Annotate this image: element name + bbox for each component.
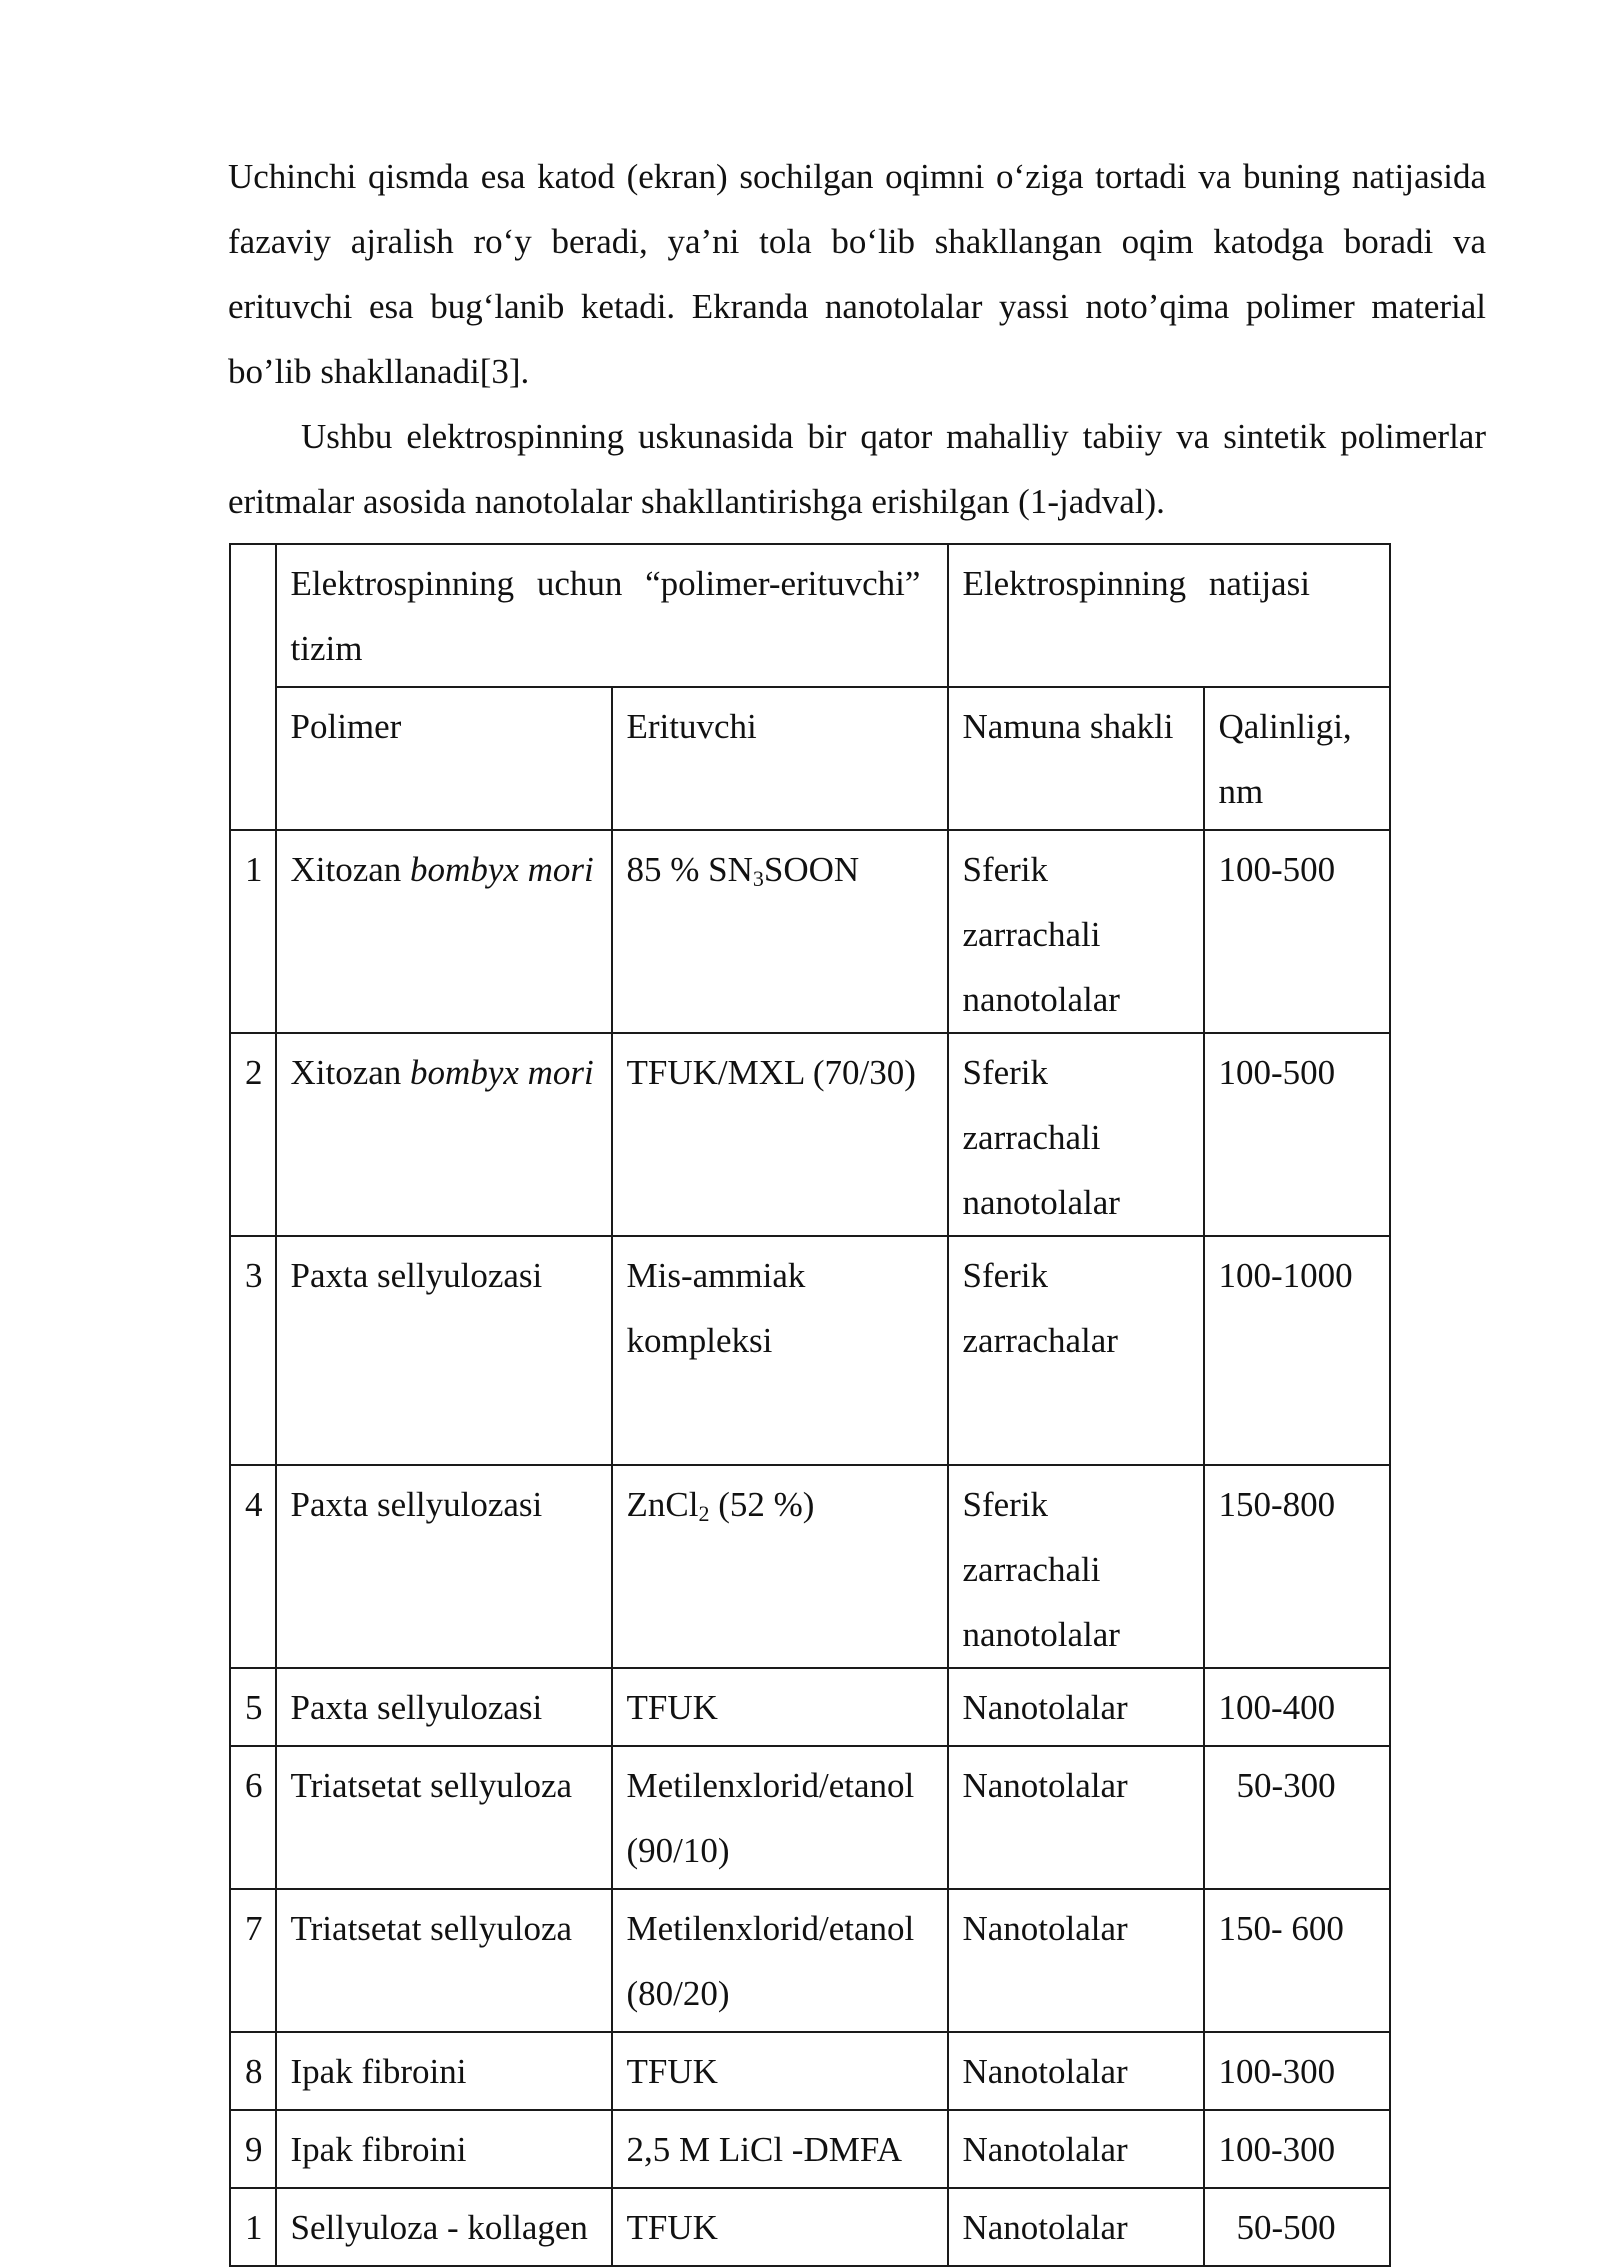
thickness-cell: 100-500	[1204, 830, 1390, 1033]
row-number: 1	[230, 2188, 276, 2266]
thickness-cell: 100-1000	[1204, 1236, 1390, 1465]
solvent-cell: ZnCl$_2$ (52 %)	[612, 1465, 948, 1668]
shape-cell: Nanotolalar	[948, 2110, 1204, 2188]
table-row	[230, 1889, 1390, 2032]
solvent-cell: 85 % $SN_3SOON$	[612, 830, 948, 1033]
solvent-cell: TFUK	[612, 2188, 948, 2266]
header-shape: Namuna shakli	[948, 687, 1204, 830]
header-polymer: Polimer	[276, 687, 612, 830]
polymer-cell: Xitozan bombyx mori	[276, 1033, 612, 1236]
row-number: 9	[230, 2110, 276, 2188]
shape-cell: Nanotolalar	[948, 1746, 1204, 1889]
table-header-row-2	[230, 687, 1390, 830]
solvent-cell: Mis-ammiak kompleksi	[612, 1236, 948, 1465]
thickness-cell: 50-500	[1204, 2188, 1390, 2266]
shape-cell: Sferik zarrachali nanotolalar	[948, 830, 1204, 1033]
polymer-cell: Xitozan bombyx mori	[276, 830, 612, 1033]
polymer-cell: Triatsetat sellyuloza	[276, 1889, 612, 2032]
table-row	[230, 1465, 1390, 1668]
row-number: 7	[230, 1889, 276, 2032]
table-row	[230, 1236, 1390, 1465]
header-empty-cell	[230, 544, 276, 830]
thickness-cell: 150-800	[1204, 1465, 1390, 1668]
shape-cell: Nanotolalar	[948, 2188, 1204, 2266]
header-system: Elektrospinning uchun “polimer-erituvchi” tizim	[276, 544, 948, 687]
row-number: 2	[230, 1033, 276, 1236]
row-number: 3	[230, 1236, 276, 1465]
table-row	[230, 830, 1390, 1033]
polymer-cell: Triatsetat sellyuloza	[276, 1746, 612, 1889]
thickness-cell: 150- 600	[1204, 1889, 1390, 2032]
solvent-cell: 2,5 M LiCl -DMFA	[612, 2110, 948, 2188]
body-paragraph-2: Ushbu elektrospinning uskunasida bir qator mahalliy tabiiy va sintetik polimerlar eritmalar asosida nanotolalar shakllantirishga erishilgan (1-jadval).	[228, 417, 1486, 521]
row-number: 1	[230, 830, 276, 1033]
polymer-cell: Paxta sellyulozasi	[276, 1668, 612, 1746]
thickness-cell: 100-300	[1204, 2032, 1390, 2110]
polymer-cell: Paxta sellyulozasi	[276, 1465, 612, 1668]
table-header-row-1	[230, 544, 1390, 687]
results-table	[229, 543, 1391, 2267]
row-number: 4	[230, 1465, 276, 1668]
header-solvent: Erituvchi	[612, 687, 948, 830]
row-number: 8	[230, 2032, 276, 2110]
header-thickness: Qalinligi, nm	[1204, 687, 1390, 830]
thickness-cell: 100-300	[1204, 2110, 1390, 2188]
table-row	[230, 2032, 1390, 2110]
shape-cell: Sferik zarrachalar	[948, 1236, 1204, 1465]
shape-cell: Nanotolalar	[948, 2032, 1204, 2110]
polymer-cell: Sellyuloza - kollagen	[276, 2188, 612, 2266]
table-row	[230, 1668, 1390, 1746]
solvent-cell: Metilenxlorid/etanol (80/20)	[612, 1889, 948, 2032]
table-row	[230, 1033, 1390, 1236]
solvent-cell: TFUK/MXL (70/30)	[612, 1033, 948, 1236]
body-paragraph-1: Uchinchi qismda esa katod (ekran) sochilgan oqimni o‘ziga tortadi va buning natijasida fazaviy ajralish ro‘y beradi, ya’ni tola bo‘lib shakllangan oqim katodga boradi va erituvchi esa bug‘lanib ketadi. Ekranda nanotolalar yassi noto’qima polimer material bo’lib shakllanadi[3].	[228, 157, 1486, 391]
row-number: 6	[230, 1746, 276, 1889]
table-row	[230, 2110, 1390, 2188]
thickness-cell: 50-300	[1204, 1746, 1390, 1889]
header-result: Elektrospinning natijasi	[948, 544, 1390, 687]
polymer-cell: Ipak fibroini	[276, 2110, 612, 2188]
polymer-cell: Paxta sellyulozasi	[276, 1236, 612, 1465]
shape-cell: Sferik zarrachali nanotolalar	[948, 1033, 1204, 1236]
table-row	[230, 2188, 1390, 2266]
table-row	[230, 1746, 1390, 1889]
shape-cell: Nanotolalar	[948, 1889, 1204, 2032]
solvent-cell: TFUK	[612, 2032, 948, 2110]
solvent-cell: Metilenxlorid/etanol (90/10)	[612, 1746, 948, 1889]
shape-cell: Nanotolalar	[948, 1668, 1204, 1746]
row-number: 5	[230, 1668, 276, 1746]
solvent-cell: TFUK	[612, 1668, 948, 1746]
thickness-cell: 100-500	[1204, 1033, 1390, 1236]
thickness-cell: 100-400	[1204, 1668, 1390, 1746]
shape-cell: Sferik zarrachali nanotolalar	[948, 1465, 1204, 1668]
polymer-cell: Ipak fibroini	[276, 2032, 612, 2110]
